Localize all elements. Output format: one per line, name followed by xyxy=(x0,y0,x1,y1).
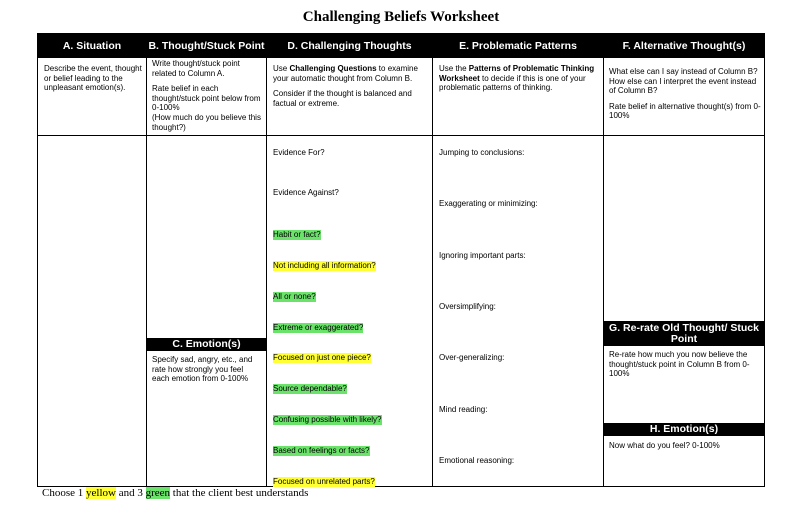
rerate-description-text: Re-rate how much you now believe the thought/stuck point in Column B from 0-100% xyxy=(609,350,750,379)
header-emotions xyxy=(147,338,266,351)
column-divider-bd xyxy=(266,33,267,487)
footer-text-mid: and 3 xyxy=(115,487,146,499)
column-divider-ef xyxy=(603,33,604,487)
header-alternative-label: F. Alternative Thought(s) xyxy=(622,39,746,52)
question-confusing-possible-with-likely: Confusing possible with likely? xyxy=(273,415,382,424)
footer-text-post: that the client best understands xyxy=(170,487,309,499)
question-extreme-or-exaggerated: Extreme or exaggerated? xyxy=(273,323,364,332)
patterns-description xyxy=(439,64,599,93)
situation-description-text: Describe the event, thought or belief leading to the unpleasant emotion(s). xyxy=(44,64,142,93)
pattern-mind-reading: Mind reading: xyxy=(439,405,488,414)
header-patterns-label: E. Problematic Patterns xyxy=(459,39,577,52)
question-habit-or-fact: Habit or fact? xyxy=(273,230,321,239)
thought-description-2: Rate belief in each thought/stuck point below from 0-100% xyxy=(152,84,261,113)
header-challenging-thoughts xyxy=(267,34,432,58)
question-all-or-none: All or none? xyxy=(273,292,316,301)
alternative-description-2: Rate belief in alternative thought(s) from 0-100% xyxy=(609,101,761,121)
challenging-description xyxy=(273,64,428,108)
header-thought xyxy=(147,34,266,58)
table-border-right xyxy=(764,33,765,487)
challenging-desc-bold: Challenging Questions xyxy=(289,64,377,73)
header-rerate-old-thought xyxy=(604,321,764,346)
worksheet-title: Challenging Beliefs Worksheet xyxy=(302,9,500,25)
challenging-desc-post: to examine your automatic thought from Column B. xyxy=(273,64,418,83)
footer-text-pre: Choose 1 xyxy=(42,487,86,499)
question-focused-on-one-piece: Focused on just one piece? xyxy=(273,353,371,362)
pattern-oversimplifying: Oversimplifying: xyxy=(439,302,496,311)
question-source-dependable: Source dependable? xyxy=(273,384,347,393)
header-emotions-label: C. Emotion(s) xyxy=(172,338,241,350)
situation-description xyxy=(44,64,144,93)
evidence-for-label: Evidence For? xyxy=(273,148,325,157)
pattern-emotional-reasoning: Emotional reasoning: xyxy=(439,456,515,465)
question-focused-on-unrelated-parts: Focused on unrelated parts? xyxy=(273,477,375,486)
challenging-description-1 xyxy=(273,64,428,83)
rerate-description xyxy=(609,350,761,379)
column-divider-ab xyxy=(146,33,147,487)
thought-description-3: (How much do you believe this thought?) xyxy=(152,112,261,132)
challenging-desc-pre: Use xyxy=(273,64,290,73)
emotions-description-text: Specify sad, angry, etc., and rate how strongly you feel each emotion from 0-100% xyxy=(152,355,253,384)
header-emotions-now xyxy=(604,423,764,436)
pattern-jumping-to-conclusions: Jumping to conclusions: xyxy=(439,148,525,157)
table-border-left xyxy=(37,33,38,487)
pattern-over-generalizing: Over-generalizing: xyxy=(439,353,505,362)
header-row-divider xyxy=(37,135,765,136)
footer-instruction xyxy=(42,487,308,499)
thought-description xyxy=(152,59,264,132)
header-challenging-label: D. Challenging Thoughts xyxy=(287,39,412,52)
challenging-description-2: Consider if the thought is balanced and factual or extreme. xyxy=(273,89,412,108)
patterns-desc-pre: Use the xyxy=(439,64,469,73)
question-based-on-feelings-or-facts: Based on feelings or facts? xyxy=(273,446,370,455)
header-problematic-patterns xyxy=(433,34,603,58)
header-situation xyxy=(38,34,146,58)
evidence-against-label: Evidence Against? xyxy=(273,188,339,197)
header-rerate-label: G. Re-rate Old Thought/ Stuck Point xyxy=(609,321,759,345)
patterns-desc-bold: Patterns of Problematic Thinking Worksheet xyxy=(439,64,595,83)
question-not-including-all-information: Not including all information? xyxy=(273,261,376,270)
column-divider-de xyxy=(432,33,433,487)
alternative-description xyxy=(609,67,761,121)
emotions-now-description-text: Now what do you feel? 0-100% xyxy=(609,441,720,450)
header-situation-label: A. Situation xyxy=(62,39,122,52)
header-thought-label: B. Thought/Stuck Point xyxy=(148,39,265,52)
emotions-description xyxy=(152,355,262,384)
thought-description-1: Write thought/stuck point related to Column A. xyxy=(152,59,240,78)
pattern-ignoring-important-parts: Ignoring important parts: xyxy=(439,251,526,260)
footer-green-word: green xyxy=(145,487,171,499)
emotions-now-description xyxy=(609,441,761,451)
alternative-description-1: What else can I say instead of Column B? How else can I interpret the event instead of Column B? xyxy=(609,67,758,96)
pattern-exaggerating-or-minimizing: Exaggerating or minimizing: xyxy=(439,199,538,208)
footer-yellow-word: yellow xyxy=(86,487,116,499)
header-emotions-now-label: H. Emotion(s) xyxy=(649,423,719,435)
patterns-desc-post: to decide if this is one of your problematic patterns of thinking. xyxy=(439,73,586,93)
header-alternative-thoughts xyxy=(604,34,764,58)
